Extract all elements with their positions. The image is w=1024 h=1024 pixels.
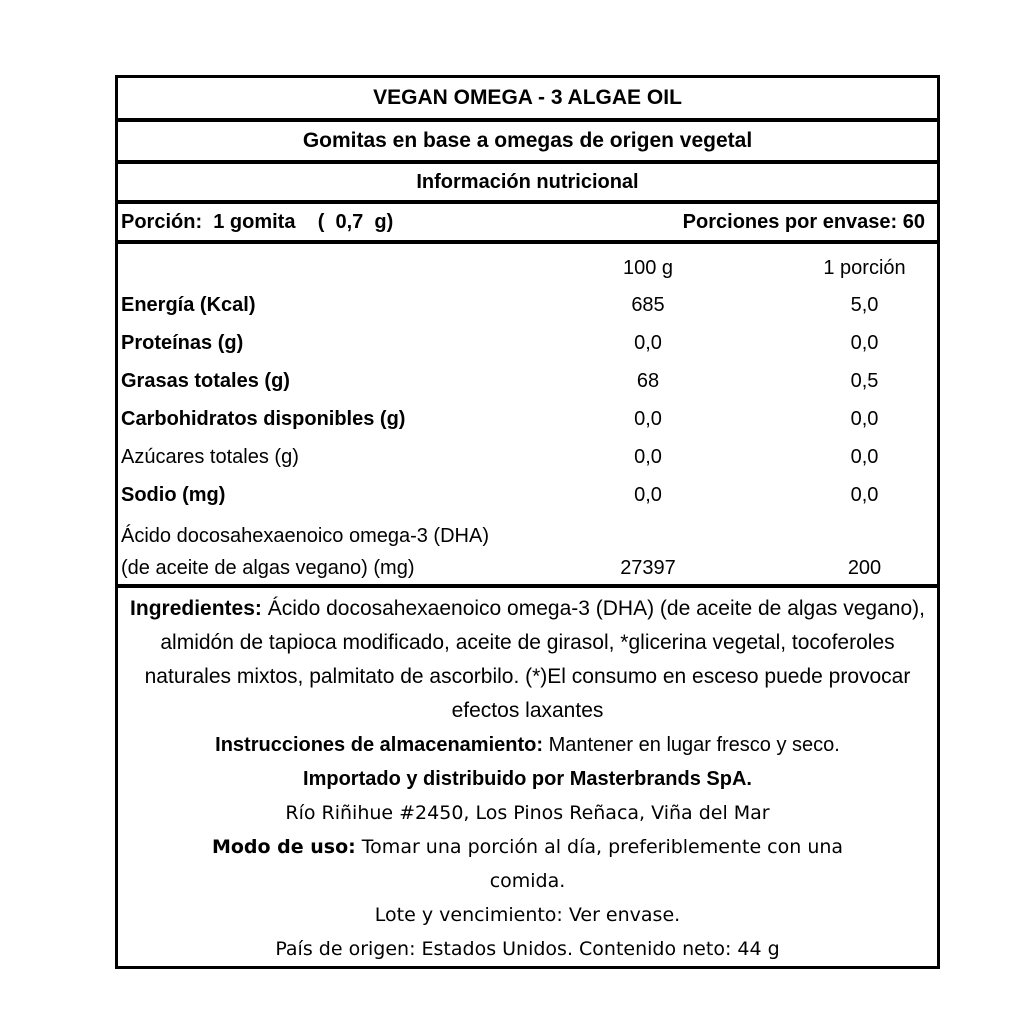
nutrient-name: Sodio (mg)	[121, 484, 226, 506]
nutrition-table	[118, 244, 937, 584]
value-per-100g: 0,0	[634, 408, 662, 430]
table-row	[118, 438, 937, 476]
importer-line: Importado y distribuido por Masterbrands SpA.	[303, 768, 752, 790]
serving-row	[118, 204, 937, 240]
value-per-serving: 0,5	[850, 370, 879, 392]
address-line: Río Riñihue #2450, Los Pinos Reñaca, Viña del Mar	[285, 802, 770, 824]
col-header-per-serving: 1 porción	[823, 257, 906, 279]
value-per-serving: 0,0	[850, 332, 879, 354]
table-row	[118, 400, 937, 438]
ingredients-text: Ácido docosahexaenoico omega-3 (DHA) (de aceite de algas vegano), almidón de tapioca modificado, aceite de girasol, *glicerina vegetal, tocoferoles naturales mixtos, palmitato de ascorbilo. (*)El consumo en esceso puede provocar efectos laxantes	[144, 597, 925, 722]
table-row	[118, 520, 937, 584]
value-per-100g: 0,0	[634, 332, 662, 354]
serving-size-text: Porción: 1 gomita ( 0,7 g)	[121, 211, 394, 233]
nutrient-name: Energía (Kcal)	[121, 294, 256, 316]
table-row	[118, 362, 937, 400]
lot-line: Lote y vencimiento: Ver envase.	[374, 904, 681, 926]
value-per-100g: 685	[631, 294, 665, 316]
ingredients-paragraph	[120, 592, 935, 728]
nutrient-name: Ácido docosahexaenoico omega-3 (DHA) (de aceite de algas vegano) (mg)	[121, 525, 489, 579]
value-per-serving: 0,0	[850, 446, 879, 468]
usage-paragraph	[178, 830, 878, 898]
col-header-per-100g: 100 g	[622, 257, 674, 279]
table-header-empty-cell	[118, 250, 568, 286]
nutrition-label	[115, 75, 940, 969]
storage-label: Instrucciones de almacenamiento:	[215, 734, 544, 756]
nutrient-name: Carbohidratos disponibles (g)	[121, 408, 406, 430]
table-header-row	[118, 250, 937, 286]
value-per-100g: 27397	[620, 557, 676, 579]
usage-label: Modo de uso:	[211, 836, 356, 858]
table-row	[118, 324, 937, 362]
usage-text: Tomar una porción al día, preferiblemente con una comida.	[355, 836, 844, 892]
table-row	[118, 476, 937, 514]
table-row	[118, 286, 937, 324]
value-per-100g: 68	[636, 370, 660, 392]
label-footer	[118, 588, 937, 966]
product-subtitle: Gomitas en base a omegas de origen vegetal	[302, 129, 753, 152]
nutrient-name: Grasas totales (g)	[121, 370, 290, 392]
value-per-serving: 200	[847, 557, 882, 579]
section-header-nutrition-info: Información nutricional	[416, 171, 639, 193]
product-title: VEGAN OMEGA - 3 ALGAE OIL	[373, 86, 682, 109]
ingredients-label: Ingredientes:	[130, 597, 262, 620]
value-per-serving: 5,0	[850, 294, 879, 316]
storage-text: Mantener en lugar fresco y seco.	[543, 734, 840, 756]
value-per-serving: 0,0	[850, 484, 879, 506]
storage-instructions-line	[120, 728, 935, 762]
value-per-serving: 0,0	[850, 408, 879, 430]
origin-line: País de origen: Estados Unidos. Contenido neto: 44 g	[275, 938, 780, 960]
value-per-100g: 0,0	[634, 446, 662, 468]
value-per-100g: 0,0	[634, 484, 662, 506]
nutrient-name: Azúcares totales (g)	[121, 446, 299, 468]
nutrient-name: Proteínas (g)	[121, 332, 244, 354]
servings-per-container-text: Porciones por envase: 60	[682, 211, 925, 233]
